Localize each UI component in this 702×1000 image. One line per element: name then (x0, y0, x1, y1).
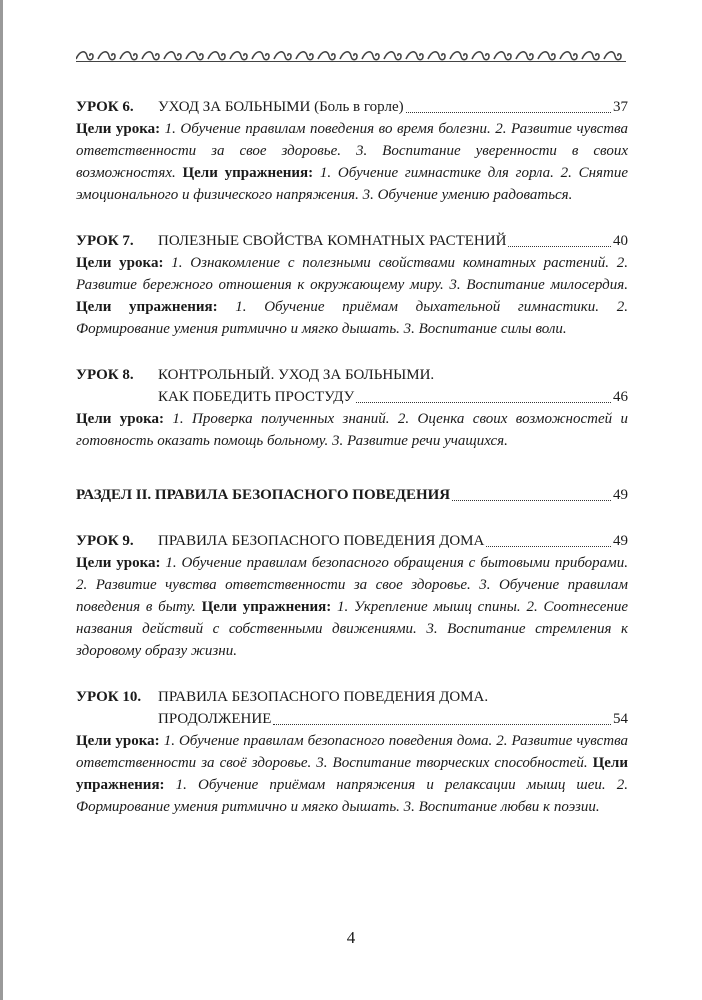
wave-swirl-icon (252, 52, 269, 60)
lesson-number: УРОК 7. (76, 233, 134, 249)
section-heading (76, 484, 628, 506)
lesson-page: 37 (613, 99, 628, 115)
dot-leader (273, 723, 611, 725)
lesson-group (76, 96, 628, 452)
lesson-page: 40 (613, 233, 628, 249)
wave-swirl-icon (76, 52, 93, 60)
goals-label: Цели упражнения: (76, 299, 236, 315)
wave-swirl-icon (296, 52, 313, 60)
section-page: 49 (613, 487, 628, 503)
toc-entry (76, 230, 628, 340)
lesson-description (76, 252, 628, 340)
goals-text: 1. Обучение приёмам напряжения и релаксации мышц шеи. 2. Формирование умения ритмично и мягко дышать. 3. Воспитание любви к поэзии. (76, 777, 628, 815)
wave-swirl-icon (494, 52, 511, 60)
goals-label: Цели урока: (76, 255, 172, 271)
wave-swirl-icon (538, 52, 555, 60)
toc-entry (76, 530, 628, 662)
wave-swirl-icon (318, 52, 335, 60)
goals-label: Цели упражнения: (76, 755, 628, 793)
entry-title-line (76, 530, 628, 552)
goals-text: 1. Проверка полученных знаний. 2. Оценка своих возможностей и готовность оказать помощь больному. 3. Развитие речи учащихся. (76, 411, 628, 449)
toc-entry (76, 96, 628, 206)
section-title: РАЗДЕЛ II. ПРАВИЛА БЕЗОПАСНОГО ПОВЕДЕНИЯ (76, 487, 451, 503)
wave-swirl-icon (472, 52, 489, 60)
table-of-contents (76, 96, 628, 842)
wave-swirl-icon (428, 52, 445, 60)
goals-text: 1. Обучение приёмам дыхательной гимнастики. 2. Формирование умения ритмично и мягко дышать. 3. Воспитание силы воли. (76, 299, 628, 337)
entry-title-line (76, 386, 628, 408)
wave-swirl-icon (208, 52, 225, 60)
lesson-description (76, 552, 628, 662)
wave-swirl-icon (384, 52, 401, 60)
toc-entry (76, 364, 628, 452)
wave-swirl-icon (560, 52, 577, 60)
dot-leader (452, 499, 611, 501)
goals-label: Цели упражнения: (182, 165, 320, 181)
wave-swirl-icon (450, 52, 467, 60)
wave-swirl-icon (230, 52, 247, 60)
wave-swirl-icon (164, 52, 181, 60)
lesson-title: ПРАВИЛА БЕЗОПАСНОГО ПОВЕДЕНИЯ ДОМА (158, 533, 485, 549)
lesson-title: ПРАВИЛА БЕЗОПАСНОГО ПОВЕДЕНИЯ ДОМА. (158, 689, 489, 705)
lesson-number: УРОК 10. (76, 689, 142, 705)
lesson-page: 54 (613, 711, 628, 727)
goals-text: 1. Обучение правилам безопасного поведения дома. 2. Развитие чувства ответственности за своё здоровье. 3. Воспитание творческих способностей. (76, 733, 628, 771)
lesson-group (76, 530, 628, 818)
wave-swirl-icon (98, 52, 115, 60)
goals-text: 1. Обучение гимнастике для горла. 2. Снятие эмоционального и физического напряжения. 3. Обучение умению радоваться. (76, 165, 628, 203)
section-line (76, 484, 628, 506)
lesson-page: 46 (613, 389, 628, 405)
wave-swirl-icon (362, 52, 379, 60)
goals-text: 1. Ознакомление с полезными свойствами комнатных растений. 2. Развитие бережного отношения к окружающему миру. 3. Воспитание милосердия. (76, 255, 628, 293)
wave-swirl-icon (274, 52, 291, 60)
goals-label: Цели упражнения: (201, 599, 338, 615)
wave-swirl-icon (582, 52, 599, 60)
lesson-title: КОНТРОЛЬНЫЙ. УХОД ЗА БОЛЬНЫМИ. (158, 367, 435, 383)
wave-swirl-icon (142, 52, 159, 60)
goals-label: Цели урока: (76, 411, 173, 427)
lesson-title: ПРОДОЛЖЕНИЕ (158, 711, 272, 727)
goals-text: 1. Укрепление мышц спины. 2. Соотнесение названия действий с собственными движениями. 3. Воспитание стремления к здоровому образу жизни. (76, 599, 629, 659)
entry-title-line (76, 708, 628, 730)
dot-leader (406, 111, 611, 113)
lesson-description (76, 408, 628, 452)
lesson-description (76, 118, 628, 206)
entry-title-line (76, 96, 628, 118)
goals-text: 1. Обучение правилам поведения во время болезни. 2. Развитие чувства ответственности за свое здоровье. 3. Воспитание уверенности в своих возможностях. (76, 121, 628, 181)
lesson-title: ПОЛЕЗНЫЕ СВОЙСТВА КОМНАТНЫХ РАСТЕНИЙ (158, 233, 507, 249)
dot-leader (508, 245, 611, 247)
goals-label: Цели урока: (76, 733, 164, 749)
lesson-page: 49 (613, 533, 628, 549)
dot-leader (486, 545, 611, 547)
page-number: 4 (346, 928, 356, 947)
lesson-title: УХОД ЗА БОЛЬНЫМИ (Боль в горле) (158, 99, 404, 115)
toc-entry (76, 686, 628, 818)
lesson-number: УРОК 8. (76, 367, 134, 383)
wave-swirl-icon (120, 52, 137, 60)
entry-title-line (76, 364, 628, 386)
dot-leader (356, 401, 611, 403)
goals-label: Цели урока: (76, 121, 165, 137)
wave-swirl-icon (516, 52, 533, 60)
lesson-number: УРОК 9. (76, 533, 134, 549)
entry-title-line (76, 230, 628, 252)
goals-text: 1. Обучение правилам безопасного обращения с бытовыми приборами. 2. Развитие чувства ответственности за свое здоровье. 3. Обучение правилам поведения в быту. (76, 555, 628, 615)
wave-swirl-icon (604, 52, 621, 60)
wave-swirl-icon (340, 52, 357, 60)
wave-ornament-icon (76, 48, 626, 64)
lesson-number: УРОК 6. (76, 99, 134, 115)
goals-label: Цели урока: (76, 555, 166, 571)
lesson-description (76, 730, 628, 818)
wave-swirl-icon (186, 52, 203, 60)
lesson-title: КАК ПОБЕДИТЬ ПРОСТУДУ (158, 389, 355, 405)
entry-title-line (76, 686, 628, 708)
wave-swirl-icon (406, 52, 423, 60)
page-left-edge (0, 0, 3, 1000)
